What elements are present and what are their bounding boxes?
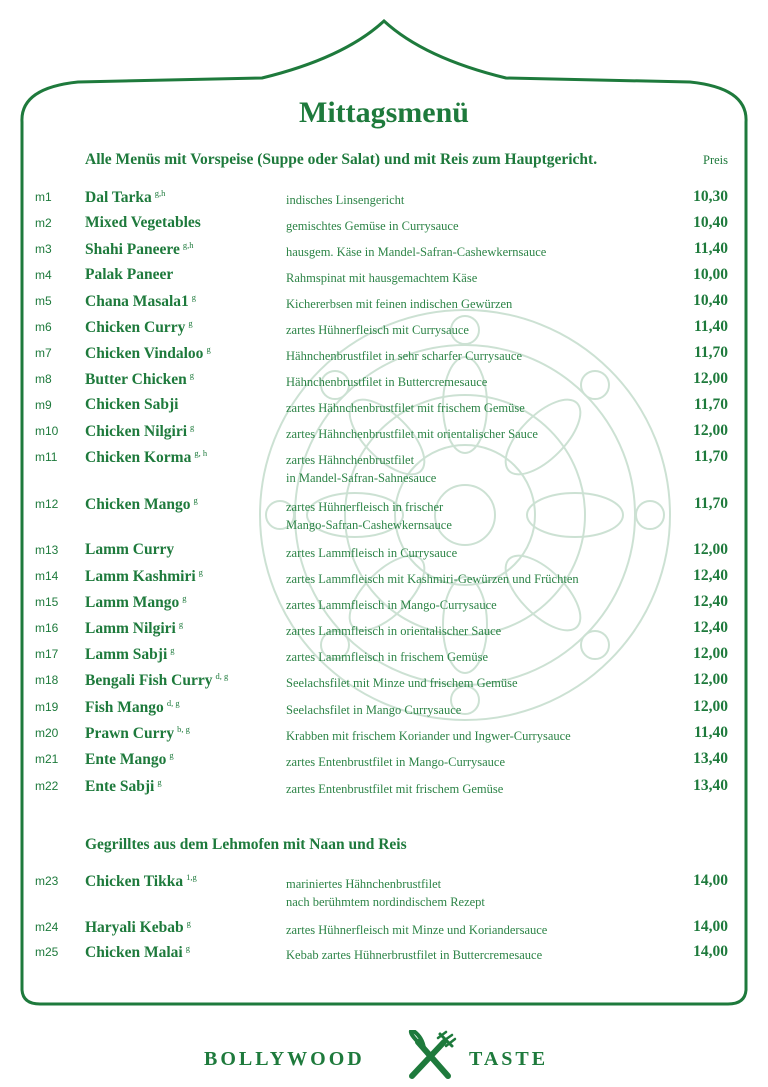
- menu-item-allergens: g: [193, 495, 198, 505]
- menu-item-allergens: g,h: [182, 240, 194, 250]
- menu-item-code: m12: [35, 497, 59, 511]
- menu-item-dish: [85, 777, 162, 796]
- menu-item-price: 12,00: [693, 671, 728, 688]
- description-line: indisches Linsengericht: [286, 193, 405, 207]
- menu-item-name: Haryali Kebab: [85, 919, 184, 936]
- menu-item: [0, 448, 768, 485]
- menu-item-dish: [85, 645, 175, 664]
- menu-item-code: m9: [35, 398, 52, 412]
- menu-item: [0, 943, 768, 969]
- menu-item-price: 12,00: [693, 370, 728, 387]
- menu-item: [0, 619, 768, 645]
- menu-item-price: 11,40: [693, 240, 728, 257]
- menu-item-description: [286, 701, 461, 719]
- menu-item-description: [286, 648, 488, 666]
- menu-item-dish: [85, 396, 178, 414]
- menu-item-description: [286, 727, 571, 745]
- menu-item-dish: [85, 370, 194, 389]
- menu-item: [0, 214, 768, 240]
- description-line: zartes Entenbrustfilet mit frischem Gemüse: [286, 782, 504, 796]
- menu-item: [0, 541, 768, 567]
- menu-item-name: Chicken Vindaloo: [85, 345, 204, 362]
- menu-item-dish: [85, 495, 198, 514]
- menu-item: [0, 188, 768, 214]
- description-line: zartes Hähnchenbrustfilet mit orientalischer Sauce: [286, 427, 538, 441]
- menu-item-price: 13,40: [693, 777, 728, 794]
- menu-item-name: Dal Tarka: [85, 189, 152, 206]
- menu-item: [0, 567, 768, 593]
- menu-item-price: 11,70: [693, 344, 728, 361]
- menu-item: [0, 724, 768, 750]
- menu-item-name: Lamm Sabji: [85, 646, 168, 663]
- menu-item-description: [286, 622, 501, 640]
- menu-item-allergens: g: [188, 318, 193, 328]
- menu-item: [0, 918, 768, 944]
- description-line: Seelachsfilet in Mango Currysauce: [286, 703, 462, 717]
- menu-item-description: [286, 498, 452, 534]
- menu-item-description: [286, 191, 404, 209]
- menu-item-code: m5: [35, 294, 52, 308]
- description-line: Kichererbsen mit feinen indischen Gewürzen: [286, 297, 513, 311]
- menu-item-code: m10: [35, 424, 59, 438]
- menu-item: [0, 593, 768, 619]
- menu-item-allergens: g: [190, 422, 195, 432]
- menu-item-dish: [85, 292, 196, 311]
- menu-item-name: Chicken Sabji: [85, 396, 179, 413]
- brand-name-right: TASTE: [469, 1048, 549, 1070]
- menu-item-code: m17: [35, 647, 59, 661]
- menu-item-name: Chicken Mango: [85, 496, 191, 513]
- menu-item-price: 12,00: [693, 645, 728, 662]
- description-line: zartes Hühnerfleisch mit Currysauce: [286, 323, 469, 337]
- menu-item-description: [286, 753, 505, 771]
- menu-subtitle: Alle Menüs mit Vorspeise (Suppe oder Salat) und mit Reis zum Hauptgericht.: [85, 151, 598, 168]
- menu-item-dish: [85, 619, 183, 638]
- description-line: zartes Lammfleisch in Currysauce: [286, 546, 458, 560]
- menu-item-name: Chicken Nilgiri: [85, 423, 188, 440]
- menu-item-price: 14,00: [693, 918, 728, 935]
- menu-item-dish: [85, 266, 173, 284]
- menu-item: [0, 396, 768, 422]
- menu-item-name: Chicken Korma: [85, 449, 192, 466]
- menu-item-allergens: g: [206, 344, 211, 354]
- menu-item-dish: [85, 724, 190, 743]
- menu-item-dish: [85, 872, 197, 891]
- menu-item-description: [286, 373, 487, 391]
- description-line: hausgem. Käse in Mandel-Safran-Cashewkernsauce: [286, 245, 547, 259]
- menu-item-dish: [85, 671, 228, 690]
- menu-item-code: m13: [35, 543, 59, 557]
- menu-item-description: [286, 399, 525, 417]
- description-line: in Mandel-Safran-Sahnesauce: [286, 471, 437, 485]
- menu-item-code: m24: [35, 920, 59, 934]
- menu-item-allergens: g: [191, 292, 197, 302]
- description-line: zartes Hähnchenbrustfilet: [286, 453, 415, 467]
- menu-item-description: [286, 570, 579, 588]
- menu-item-code: m11: [35, 450, 58, 464]
- menu-item-price: 12,40: [693, 593, 728, 610]
- menu-item: [0, 370, 768, 396]
- menu-item-dish: [85, 943, 190, 962]
- menu-item-price: 11,70: [693, 448, 728, 465]
- menu-item-code: m15: [35, 595, 59, 609]
- menu-item-dish: [85, 344, 211, 363]
- menu-item: [0, 318, 768, 344]
- menu-item-allergens: d, g: [215, 671, 229, 681]
- menu-item-code: m2: [35, 216, 52, 230]
- description-line: nach berühmtem nordindischem Rezept: [286, 895, 485, 909]
- fork-knife-icon: [402, 1030, 458, 1082]
- menu-item: [0, 645, 768, 671]
- menu-item-name: Chicken Tikka: [85, 873, 184, 890]
- description-line: zartes Lammfleisch mit Kashmiri-Gewürzen und Früchten: [286, 572, 579, 586]
- menu-item-description: [286, 295, 512, 313]
- price-column-header: Preis: [703, 153, 728, 167]
- menu-item-dish: [85, 422, 194, 441]
- menu-item-code: m18: [35, 673, 59, 687]
- menu-item-price: 12,00: [693, 422, 728, 439]
- menu-item-price: 12,40: [693, 567, 728, 584]
- menu-item-dish: [85, 918, 191, 937]
- menu-item-description: [286, 946, 542, 964]
- menu-item-name: Lamm Mango: [85, 594, 180, 611]
- brand-name-left: BOLLYWOOD: [204, 1048, 365, 1070]
- menu-item: [0, 344, 768, 370]
- menu-item: [0, 698, 768, 724]
- menu-item: [0, 750, 768, 776]
- description-line: mariniertes Hähnchenbrustfilet: [286, 877, 442, 891]
- menu-item-dish: [85, 188, 165, 207]
- description-line: zartes Lammfleisch in Mango-Currysauce: [286, 598, 497, 612]
- menu-item: [0, 495, 768, 532]
- menu-item-allergens: g: [189, 370, 195, 380]
- menu-item-code: m14: [35, 569, 59, 583]
- menu-item-price: 10,40: [693, 292, 728, 309]
- menu-item-allergens: b, g: [177, 724, 190, 734]
- menu-item-code: m20: [35, 726, 59, 740]
- grill-section-heading: Gegrilltes aus dem Lehmofen mit Naan und Reis: [85, 836, 407, 853]
- menu-item-code: m8: [35, 372, 52, 386]
- description-line: zartes Hühnerfleisch mit Minze und Koriandersauce: [286, 923, 548, 937]
- menu-item-allergens: g: [169, 750, 174, 760]
- menu-item-allergens: g: [185, 943, 190, 953]
- menu-item-price: 14,00: [693, 872, 728, 889]
- menu-item-allergens: g: [182, 593, 187, 603]
- menu-item-description: [286, 674, 518, 692]
- page-title: Mittagsmenü: [299, 96, 469, 129]
- menu-item-price: 11,70: [693, 495, 728, 512]
- menu-item-code: m23: [35, 874, 59, 888]
- menu-item-dish: [85, 698, 180, 717]
- description-line: Krabben mit frischem Koriander und Ingwer-Currysauce: [286, 729, 571, 743]
- menu-item-dish: [85, 214, 201, 232]
- menu-item-dish: [85, 593, 187, 612]
- menu-item-allergens: g: [170, 645, 175, 655]
- description-line: Rahmspinat mit hausgemachtem Käse: [286, 271, 478, 285]
- menu-item-dish: [85, 240, 194, 259]
- menu-item-dish: [85, 541, 174, 559]
- menu-item-allergens: g: [186, 918, 191, 928]
- menu-item-name: Bengali Fish Curry: [85, 672, 213, 689]
- menu-item-code: m25: [35, 945, 59, 959]
- menu-item-code: m22: [35, 779, 59, 793]
- menu-item-price: 12,00: [693, 541, 728, 558]
- menu-item-name: Mixed Vegetables: [85, 214, 201, 231]
- menu-item-description: [286, 347, 522, 365]
- menu-item-code: m19: [35, 700, 59, 714]
- menu-item: [0, 240, 768, 266]
- menu-item-name: Chicken Malai: [85, 944, 183, 961]
- menu-item-description: [286, 243, 546, 261]
- menu-item-description: [286, 875, 485, 911]
- menu-item-allergens: g: [157, 777, 162, 787]
- description-line: zartes Lammfleisch in orientalischer Sauce: [286, 624, 502, 638]
- menu-item-code: m3: [35, 242, 52, 256]
- menu-item-allergens: d, g: [166, 698, 180, 708]
- menu-item-description: [286, 596, 497, 614]
- menu-item-name: Shahi Paneere: [85, 241, 180, 258]
- menu-item-code: m4: [35, 268, 52, 282]
- menu-item-description: [286, 217, 459, 235]
- menu-item-price: 14,00: [693, 943, 728, 960]
- menu-item-name: Butter Chicken: [85, 371, 187, 388]
- description-line: Hähnchenbrustfilet in sehr scharfer Currysauce: [286, 349, 523, 363]
- description-line: zartes Hühnerfleisch in frischer: [286, 500, 444, 514]
- menu-item-name: Prawn Curry: [85, 725, 175, 742]
- menu-item: [0, 422, 768, 448]
- menu-item-price: 12,40: [693, 619, 728, 636]
- menu-item-price: 10,30: [693, 188, 728, 205]
- menu-item: [0, 872, 768, 909]
- description-line: Mango-Safran-Cashewkernsauce: [286, 518, 452, 532]
- menu-item-name: Ente Sabji: [85, 778, 155, 795]
- menu-item-name: Fish Mango: [85, 699, 164, 716]
- menu-item-allergens: g: [178, 619, 184, 629]
- menu-item: [0, 292, 768, 318]
- description-line: zartes Entenbrustfilet in Mango-Currysauce: [286, 755, 506, 769]
- menu-item: [0, 266, 768, 292]
- menu-item-description: [286, 451, 436, 487]
- menu-item-code: m6: [35, 320, 52, 334]
- menu-item-dish: [85, 567, 203, 586]
- menu-item: [0, 777, 768, 803]
- menu-item-allergens: g,h: [154, 188, 166, 198]
- menu-item-price: 12,00: [693, 698, 728, 715]
- description-line: Kebab zartes Hühnerbrustfilet in Buttercremesauce: [286, 948, 543, 962]
- menu-item-description: [286, 425, 538, 443]
- menu-item-name: Ente Mango: [85, 751, 167, 768]
- menu-item-name: Lamm Kashmiri: [85, 568, 196, 585]
- menu-item-description: [286, 780, 503, 798]
- menu-item-price: 11,40: [693, 318, 728, 335]
- menu-item-allergens: g, h: [194, 448, 208, 458]
- menu-item-code: m7: [35, 346, 52, 360]
- menu-item-dish: [85, 750, 174, 769]
- menu-item-code: m16: [35, 621, 59, 635]
- description-line: zartes Lammfleisch in frischem Gemüse: [286, 650, 489, 664]
- menu-item-name: Chana Masala1: [85, 293, 189, 310]
- description-line: gemischtes Gemüse in Currysauce: [286, 219, 459, 233]
- menu-item-name: Lamm Nilgiri: [85, 620, 176, 637]
- menu-item: [0, 671, 768, 697]
- menu-item-description: [286, 544, 457, 562]
- menu-item-dish: [85, 318, 193, 337]
- menu-item-price: 11,40: [693, 724, 728, 741]
- menu-item-allergens: g: [198, 567, 203, 577]
- menu-item-price: 13,40: [693, 750, 728, 767]
- description-line: Seelachsfilet mit Minze und frischem Gemüse: [286, 676, 518, 690]
- menu-item-dish: [85, 448, 207, 467]
- description-line: Hähnchenbrustfilet in Buttercremesauce: [286, 375, 488, 389]
- menu-item-name: Chicken Curry: [85, 319, 186, 336]
- menu-item-price: 10,40: [693, 214, 728, 231]
- menu-item-description: [286, 269, 477, 287]
- menu-item-description: [286, 321, 469, 339]
- description-line: zartes Hähnchenbrustfilet mit frischem Gemüse: [286, 401, 525, 415]
- menu-item-code: m1: [35, 190, 52, 204]
- menu-item-allergens: 1,g: [186, 872, 197, 882]
- menu-item-name: Palak Paneer: [85, 266, 174, 283]
- menu-item-description: [286, 921, 547, 939]
- menu-item-code: m21: [35, 752, 59, 766]
- menu-item-price: 10,00: [693, 266, 728, 283]
- menu-item-name: Lamm Curry: [85, 541, 175, 558]
- menu-item-price: 11,70: [693, 396, 728, 413]
